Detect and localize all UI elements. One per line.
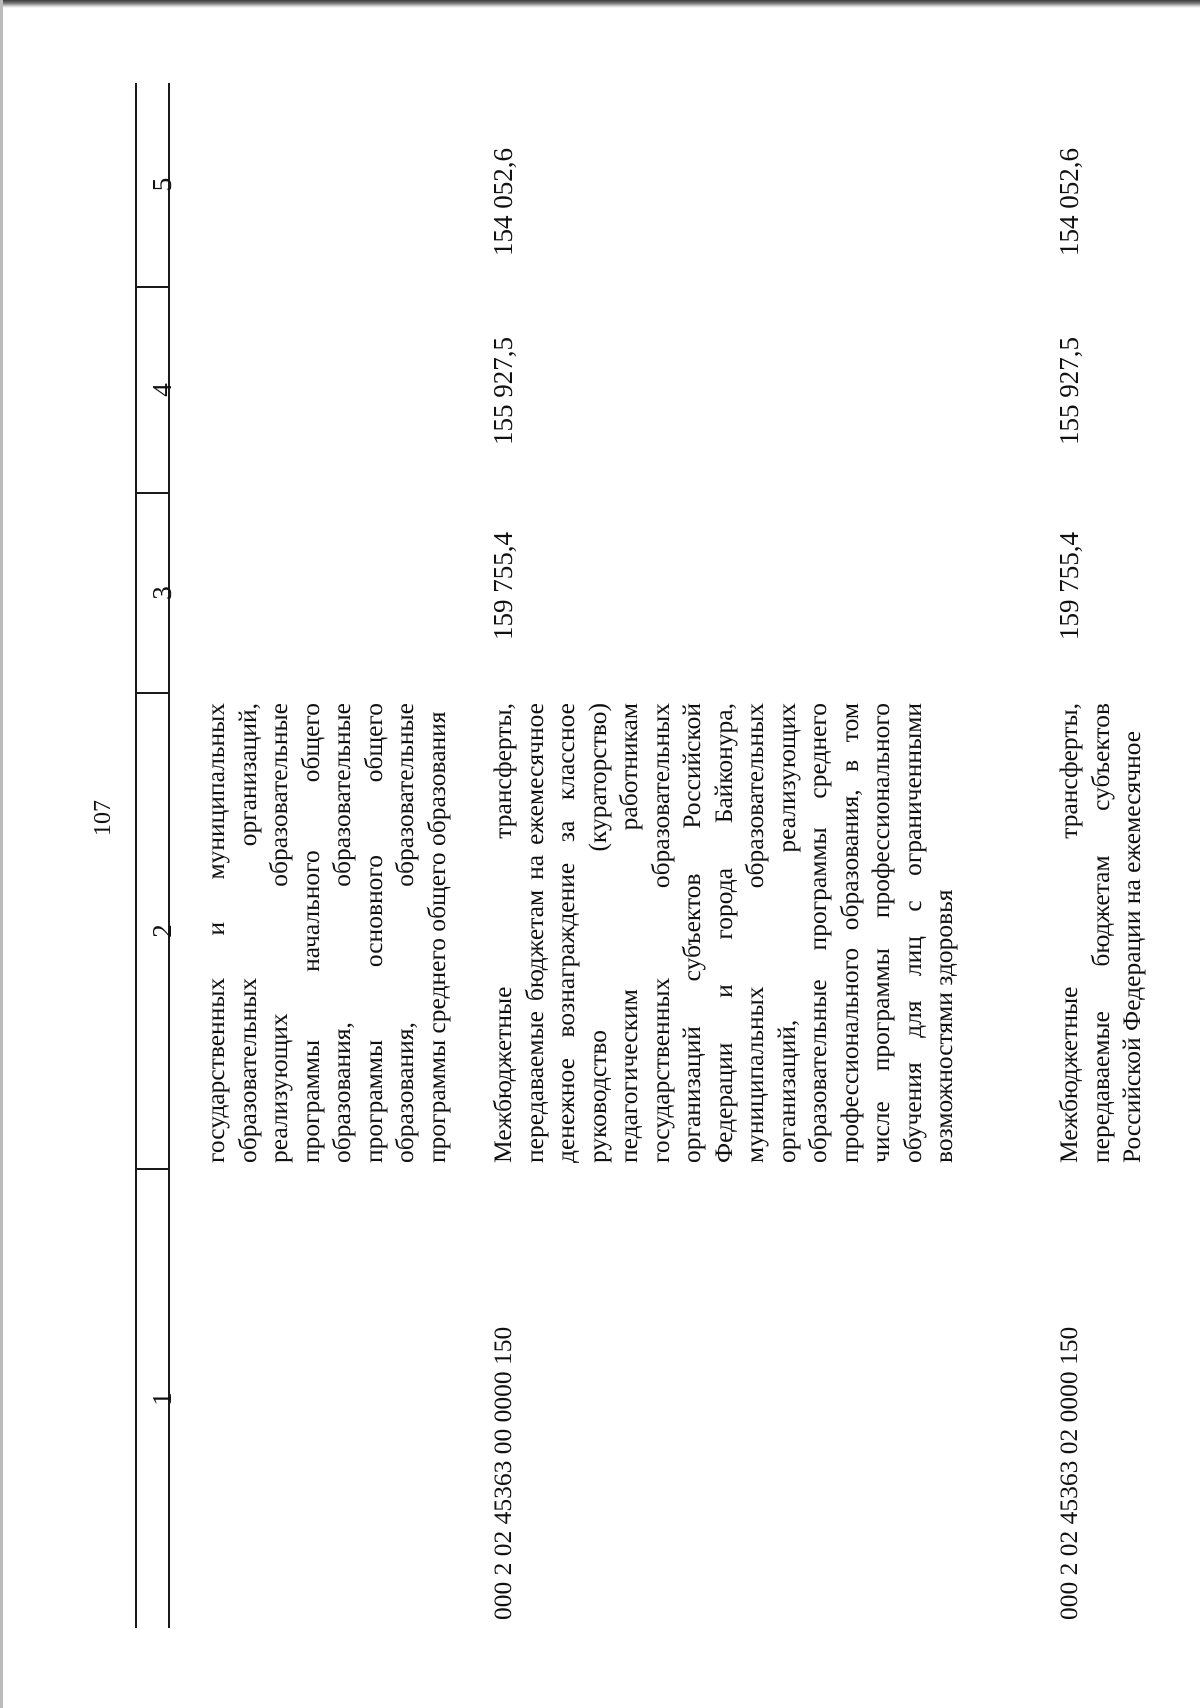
row-2-code: 000 2 02 45363 02 0000 150 [1054, 1326, 1083, 1620]
header-col-1: 1 [147, 1392, 177, 1406]
row-2-col5: 154 052,6 [1054, 148, 1084, 256]
row-1-description: Межбюджетные трансферты, передаваемые бюджетам на ежемесячное денежное вознаграждение за классное руководство (кураторство) педагогическим работникам государственных образовательных организаций субъектов Российской Федерации и города Байконура, муниципальных образовательных организаций, реализующих образовательные программы среднего профессионального образования, в том числе программы профессионального обучения для лиц с ограниченными возможностями здоровья [488, 703, 958, 1163]
row-2-col3: 159 755,4 [1054, 532, 1084, 640]
header-col-3: 3 [147, 586, 177, 600]
row-0-description: государственных и муниципальных образовательных организаций, реализующих образовательные программы начального общего образования, образовательные программы основного общего образования, образовательные программы среднего общего образования [201, 703, 451, 1163]
row-1-col4: 155 927,5 [488, 337, 518, 445]
header-col-4: 4 [147, 383, 177, 397]
row-2-description: Межбюджетные трансферты, передаваемые бюджетам субъектов Российской Федерации на ежемесячное [1054, 703, 1146, 1163]
header-col-2: 2 [147, 924, 177, 938]
row-1-col5: 154 052,6 [488, 148, 518, 256]
table-top-border [135, 83, 137, 1628]
row-2-col4: 155 927,5 [1054, 337, 1084, 445]
row-1-code: 000 2 02 45363 00 0000 150 [488, 1326, 517, 1620]
row-1-col3: 159 755,4 [488, 532, 518, 640]
header-col-5: 5 [147, 177, 177, 192]
page-number: 107 [90, 800, 116, 836]
